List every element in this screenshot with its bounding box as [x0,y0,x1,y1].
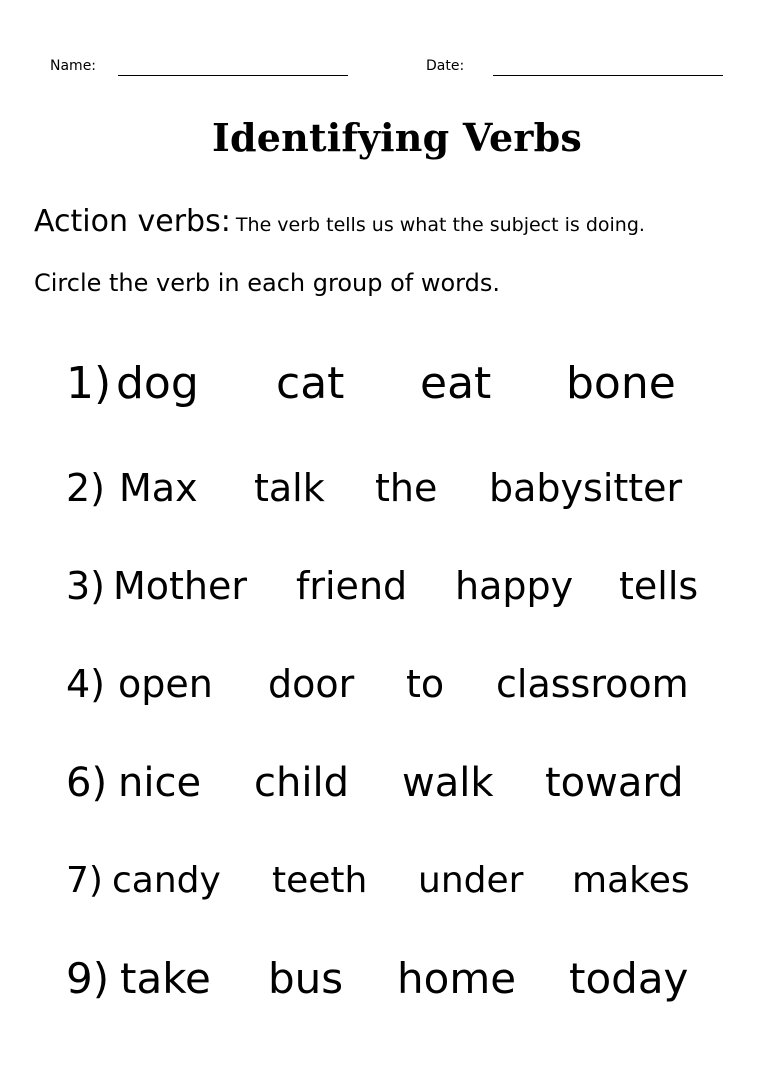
word-option[interactable]: nice [118,760,202,806]
word-option[interactable]: cat [276,358,345,409]
date-label: Date: [426,58,465,74]
word-option[interactable]: door [268,662,355,706]
word-option[interactable]: child [254,760,349,806]
instruction-task: Circle the verb in each group of words. [34,269,500,297]
word-group-7 [0,849,768,913]
word-group-1 [0,352,768,416]
header-fields [0,56,768,80]
word-option[interactable]: under [418,860,524,901]
word-option[interactable]: bus [268,954,344,1003]
word-option[interactable]: Max [119,466,198,510]
word-option[interactable]: eat [420,358,492,409]
instruction-lead: Action verbs: [34,204,231,239]
word-option[interactable]: walk [402,760,494,806]
name-label: Name: [50,58,97,74]
group-number: 2) [66,466,106,510]
word-option[interactable]: bone [566,358,676,409]
word-option[interactable]: happy [455,564,574,608]
group-number: 1) [66,358,112,409]
word-option[interactable]: talk [254,466,325,510]
word-option[interactable]: toward [545,760,684,806]
group-number: 3) [66,564,106,608]
word-group-9 [0,947,768,1011]
date-field-line[interactable] [493,75,723,76]
word-option[interactable]: open [118,662,213,706]
group-number: 9) [66,954,110,1003]
word-group-6 [0,751,768,815]
group-number: 7) [66,860,103,901]
word-option[interactable]: home [397,954,517,1003]
word-option[interactable]: the [375,466,438,510]
word-option[interactable]: classroom [496,662,689,706]
word-option[interactable]: teeth [272,860,368,901]
name-field-line[interactable] [118,75,348,76]
word-option[interactable]: makes [572,860,690,901]
word-option[interactable]: friend [296,564,408,608]
instruction-definition-text: The verb tells us what the subject is doing. [235,214,645,236]
worksheet-title: Identifying Verbs [212,115,582,160]
word-group-2 [0,456,768,520]
word-option[interactable]: to [406,662,445,706]
group-number: 4) [66,662,106,706]
word-option[interactable]: dog [116,358,199,409]
instruction-definition [34,200,645,248]
word-option[interactable]: Mother [113,564,248,608]
word-group-3 [0,554,768,618]
group-number: 6) [66,760,108,806]
word-option[interactable]: tells [619,564,699,608]
word-option[interactable]: today [569,954,689,1003]
word-option[interactable]: take [120,954,211,1003]
word-option[interactable]: babysitter [489,466,683,510]
word-group-4 [0,652,768,716]
word-option[interactable]: candy [112,860,221,901]
